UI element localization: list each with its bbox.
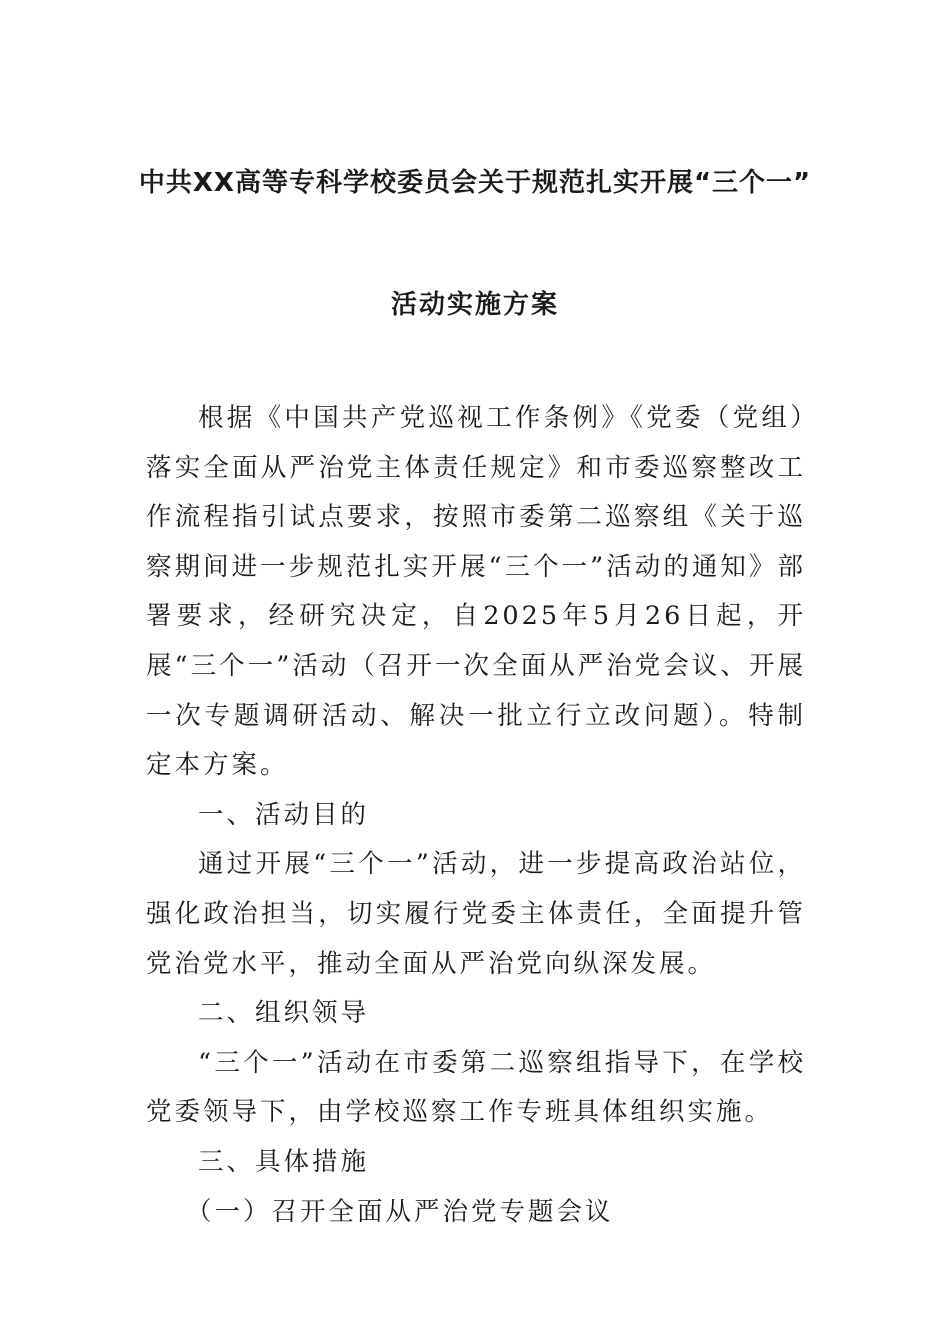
section-heading-purpose: 一、活动目的 (198, 799, 370, 830)
purpose-paragraph: 通过开展“三个一”活动，进一步提高政治站位，强化政治担当，切实履行党委主体责任，全面提升管党治党水平，推动全面从严治党向纵深发展。 (146, 849, 806, 979)
subsection-heading-meeting: （一）召开全面从严治党专题会议 (186, 1196, 614, 1227)
intro-paragraph: 根据《中国共产党巡视工作条例》《党委（党组）落实全面从严治党主体责任规定》和市委巡察整改工作流程指引试点要求，按照市委第二巡察组《关于巡察期间进一步规范扎实开展“三个一”活动的通知》部署要求，经研究决定，自2025年5月26日起，开展“三个一”活动（召开一次全面从严治党会议、开展一次专题调研活动、解决一批立行立改问题）。特制定本方案。 (146, 403, 806, 781)
leadership-paragraph: “三个一”活动在市委第二巡察组指导下，在学校党委领导下，由学校巡察工作专班具体组织实施。 (146, 1047, 806, 1128)
section-heading-measures: 三、具体措施 (198, 1146, 370, 1177)
document-body (146, 394, 806, 1237)
document-title-line-1: 中共XX高等专科学校委员会关于规范扎实开展“三个一” (138, 168, 812, 198)
document-title-line-2: 活动实施方案 (390, 290, 559, 320)
section-heading-leadership: 二、组织领导 (198, 998, 370, 1029)
